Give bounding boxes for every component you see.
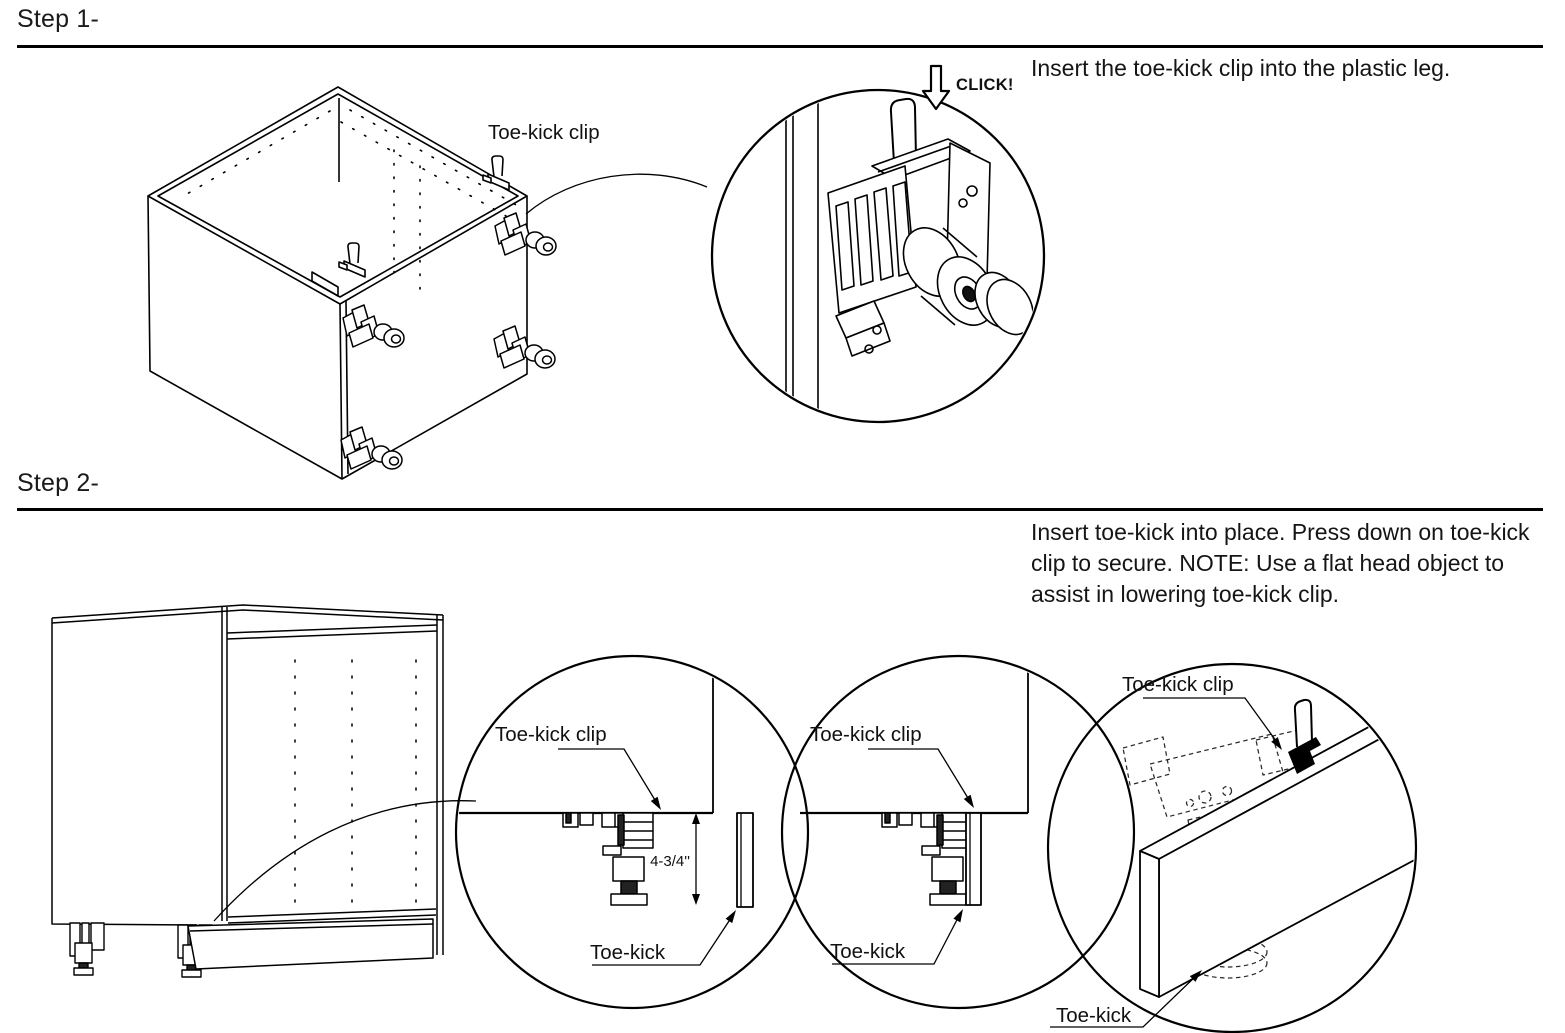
detail3-drawing (1123, 700, 1420, 997)
toe-kick-clip-icon (339, 243, 365, 277)
detail2-toekick-label: Toe-kick (830, 940, 906, 963)
detail2-clip-label: Toe-kick clip (810, 723, 922, 746)
arrowhead (953, 909, 963, 922)
arrowhead (651, 797, 661, 810)
step1-instruction: Insert the toe-kick clip into the plastic leg. (1031, 55, 1451, 81)
click-label: CLICK! (956, 76, 1014, 94)
press-down-arrow-icon (923, 66, 949, 109)
detail1-toekick-label: Toe-kick (590, 941, 666, 964)
detail2-clip-leader (868, 749, 971, 803)
step1-cabinet-drawing (148, 87, 527, 479)
detail-leader-curve (526, 174, 707, 214)
step2-instruction: Insert toe-kick into place. Press down on toe-kick clip to secure. NOTE: Use a flat head object to assist in lowering toe-kick clip. (1031, 519, 1530, 607)
toe-kick-board (188, 919, 433, 969)
detail3-toekick-label: Toe-kick (1056, 1004, 1132, 1027)
detail1-dimension: 4-3/4'' (650, 853, 690, 870)
arrowhead (726, 910, 736, 923)
step2-cabinet-drawing (52, 605, 443, 955)
step1-detail-drawing (768, 86, 1042, 436)
arrowhead (964, 795, 974, 808)
detail1-drawing (450, 660, 753, 907)
detail1-clip-label: Toe-kick clip (495, 723, 607, 746)
cabinet-leg-icon (343, 305, 404, 347)
step2-heading: Step 2- (17, 469, 100, 497)
step1-clip-label: Toe-kick clip (488, 121, 600, 144)
detail2-drawing (800, 660, 1028, 905)
shelf-hole-columns (295, 660, 416, 905)
detail1-clip-leader (558, 749, 658, 805)
step1-heading: Step 1- (17, 5, 100, 33)
cabinet-leg-icon (495, 213, 556, 255)
cabinet-leg-icon (494, 326, 555, 368)
detail3-clip-label: Toe-kick clip (1122, 673, 1234, 696)
cabinet-leg-icon (70, 923, 104, 975)
toe-kick-board-iso (1140, 710, 1420, 997)
